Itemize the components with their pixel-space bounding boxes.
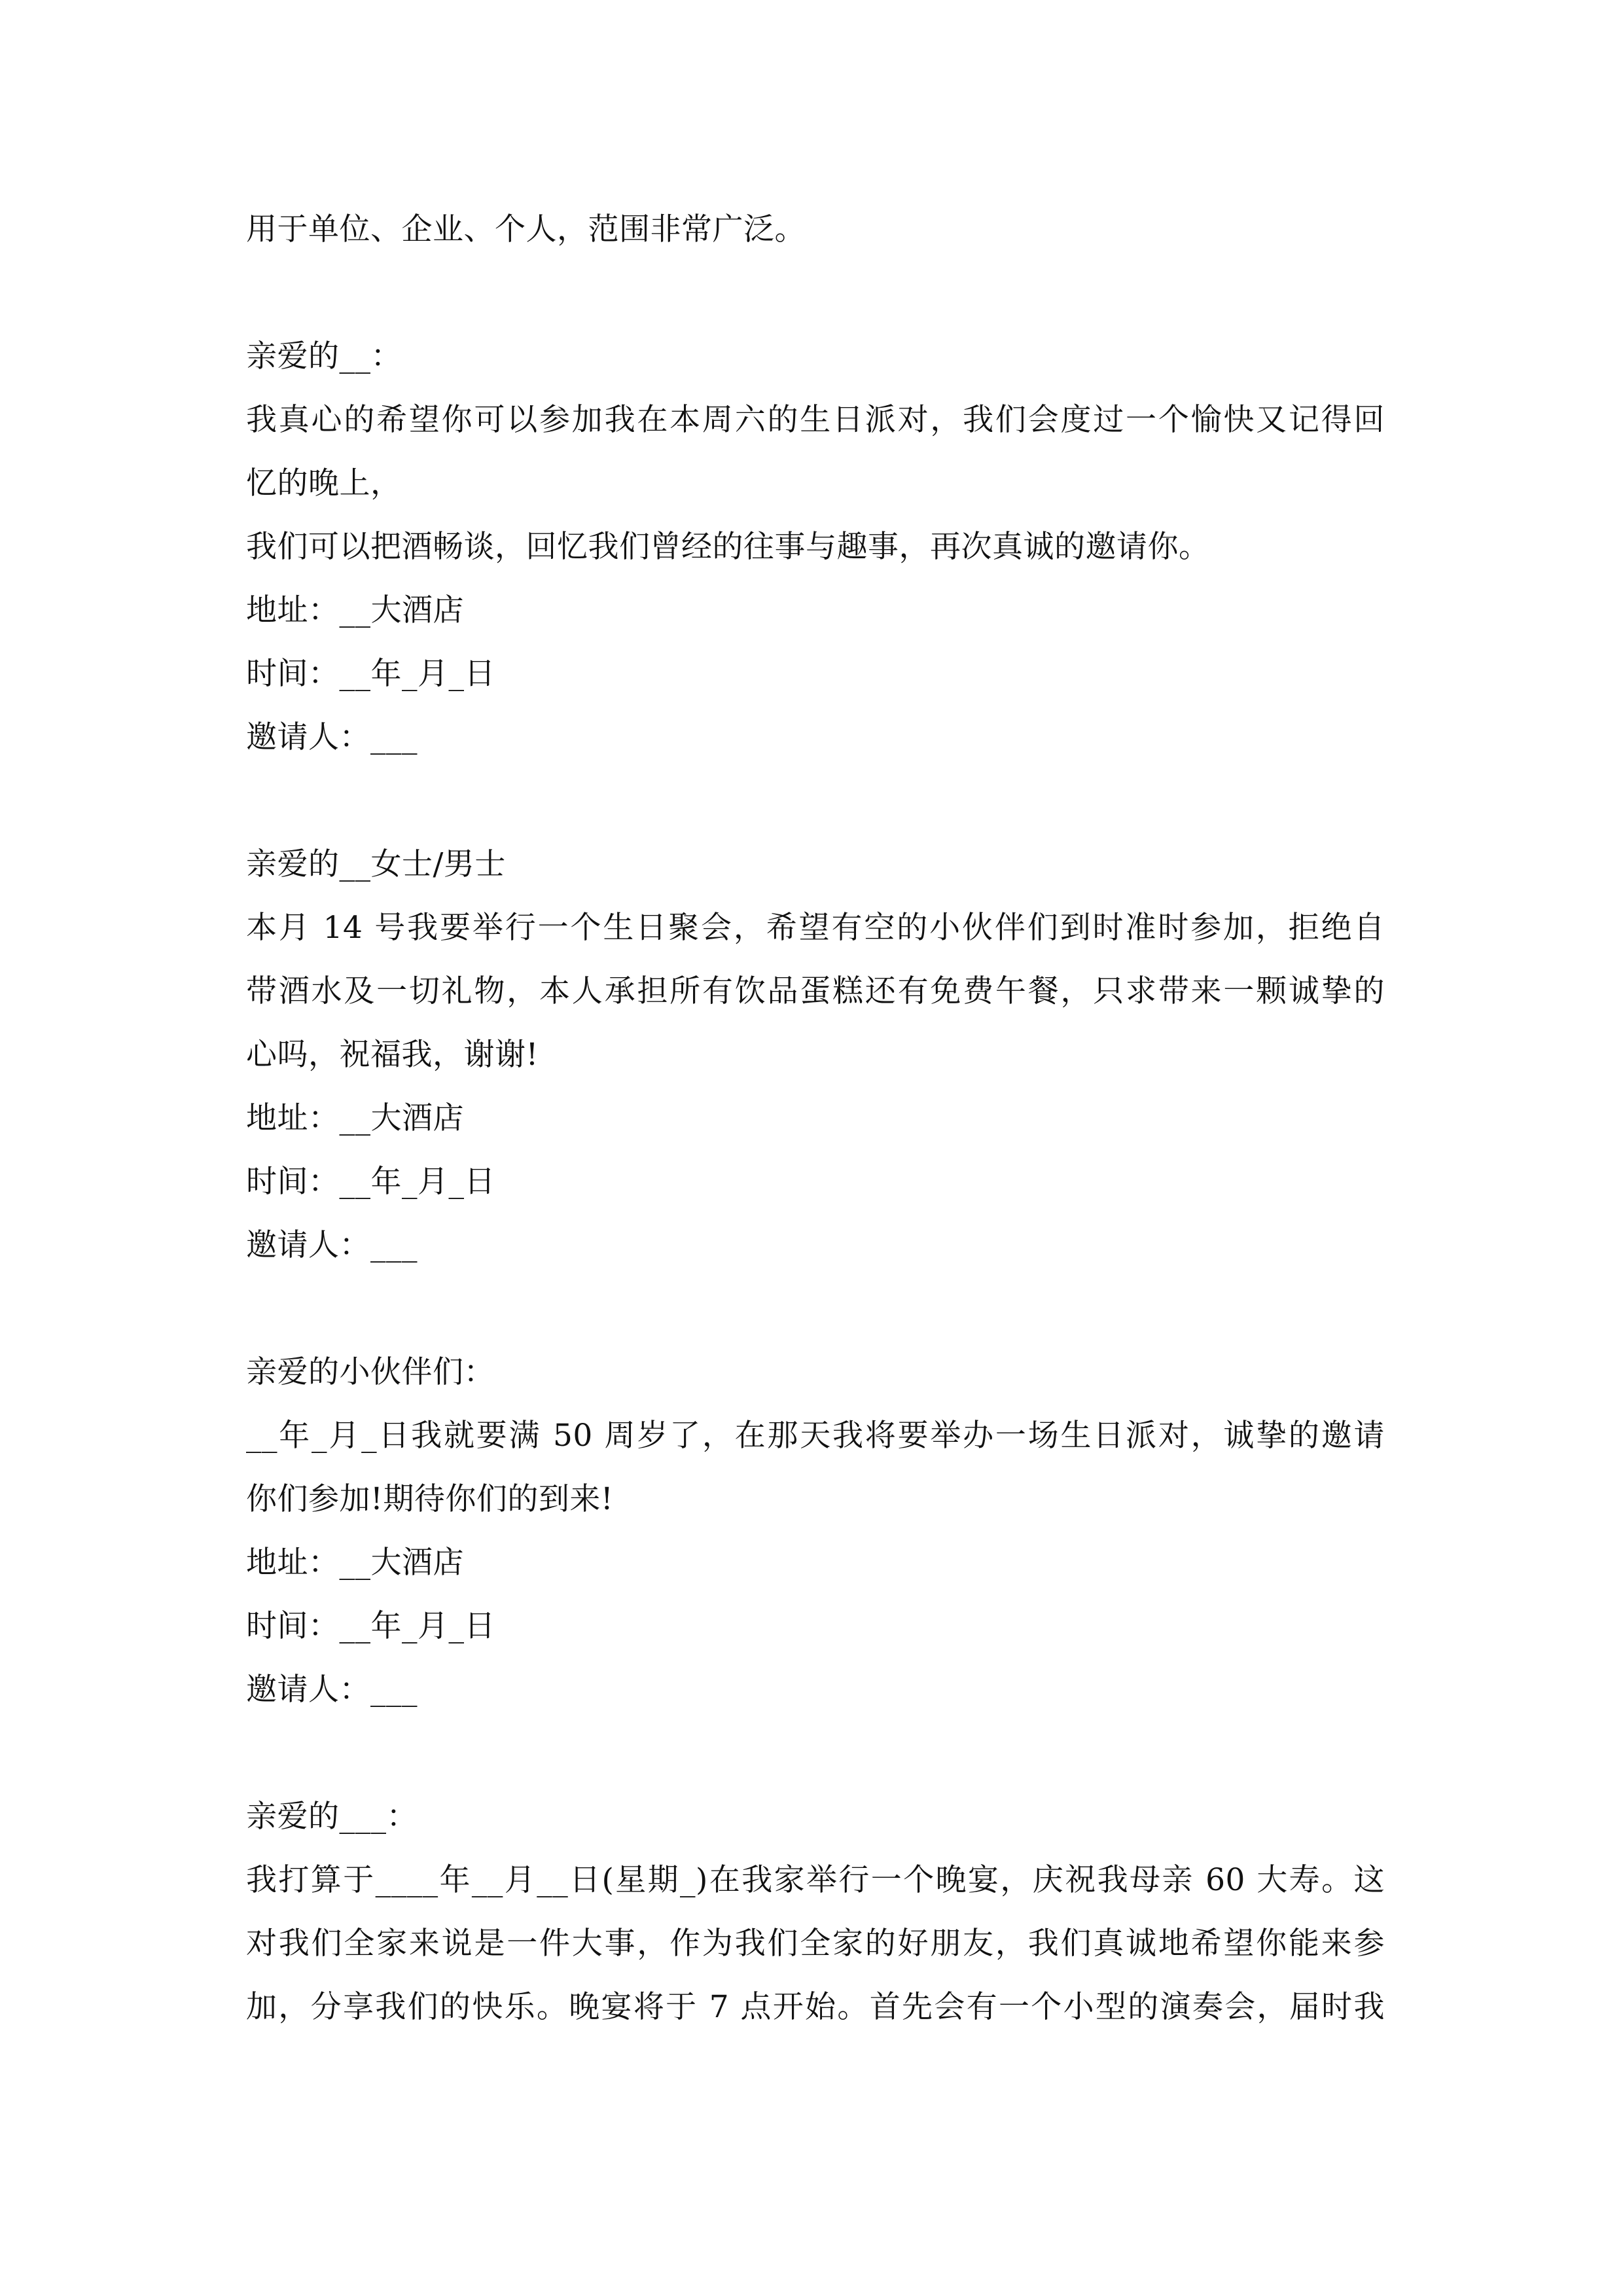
letter-salutation: 亲爱的__女士/男士 (246, 846, 506, 882)
letter-salutation: 亲爱的__： (246, 338, 402, 374)
letter-2 (246, 833, 1385, 1277)
letter-4 (246, 1785, 1385, 2039)
letter-time: 时间：__年_月_日 (246, 1164, 495, 1200)
letter-body-line: 我打算于____年__月__日(星期_)在我家举行一个晚宴，庆祝我母亲 60 大寿。这 (246, 1862, 1385, 1898)
letter-1 (246, 325, 1385, 769)
letter-time: 时间：__年_月_日 (246, 656, 495, 692)
paragraph-spacer (246, 1277, 1385, 1340)
letter-body-line: 心吗，祝福我，谢谢! (246, 1037, 539, 1073)
letter-address: 地址：__大酒店 (246, 1545, 464, 1581)
document-body (246, 198, 1385, 2039)
letter-body-line: 本月 14 号我要举行一个生日聚会，希望有空的小伙伴们到时准时参加，拒绝自 (246, 910, 1385, 946)
letter-body-line: 对我们全家来说是一件大事，作为我们全家的好朋友，我们真诚地希望你能来参 (246, 1926, 1385, 1962)
letter-salutation: 亲爱的小伙伴们： (246, 1354, 495, 1390)
letter-body-line: __年_月_日我就要满 50 周岁了，在那天我将要举办一场生日派对，诚挚的邀请 (246, 1418, 1385, 1454)
letter-address: 地址：__大酒店 (246, 1100, 464, 1136)
letter-address: 地址：__大酒店 (246, 592, 464, 628)
letter-3 (246, 1340, 1385, 1721)
intro-paragraph: 用于单位、企业、个人，范围非常广泛。 (246, 211, 806, 247)
letter-body-line: 带酒水及一切礼物，本人承担所有饮品蛋糕还有免费午餐，只求带来一颗诚挚的 (246, 973, 1385, 1009)
letter-salutation: 亲爱的___： (246, 1799, 418, 1835)
paragraph-spacer (246, 261, 1385, 325)
letter-body-line: 忆的晚上， (246, 465, 402, 501)
letter-body-line: 你们参加!期待你们的到来! (246, 1481, 614, 1517)
letter-body-line: 加，分享我们的快乐。晚宴将于 7 点开始。首先会有一个小型的演奏会，届时我 (246, 1989, 1385, 2025)
letter-body-line: 我真心的希望你可以参加我在本周六的生日派对，我们会度过一个愉快又记得回 (246, 402, 1385, 438)
letter-inviter: 邀请人：___ (246, 719, 418, 755)
paragraph-spacer (246, 769, 1385, 833)
letter-inviter: 邀请人：___ (246, 1672, 418, 1708)
letter-time: 时间：__年_月_日 (246, 1608, 495, 1644)
letter-body-line: 我们可以把酒畅谈，回忆我们曾经的往事与趣事，再次真诚的邀请你。 (246, 529, 1210, 565)
paragraph-spacer (246, 1721, 1385, 1785)
letter-inviter: 邀请人：___ (246, 1227, 418, 1263)
